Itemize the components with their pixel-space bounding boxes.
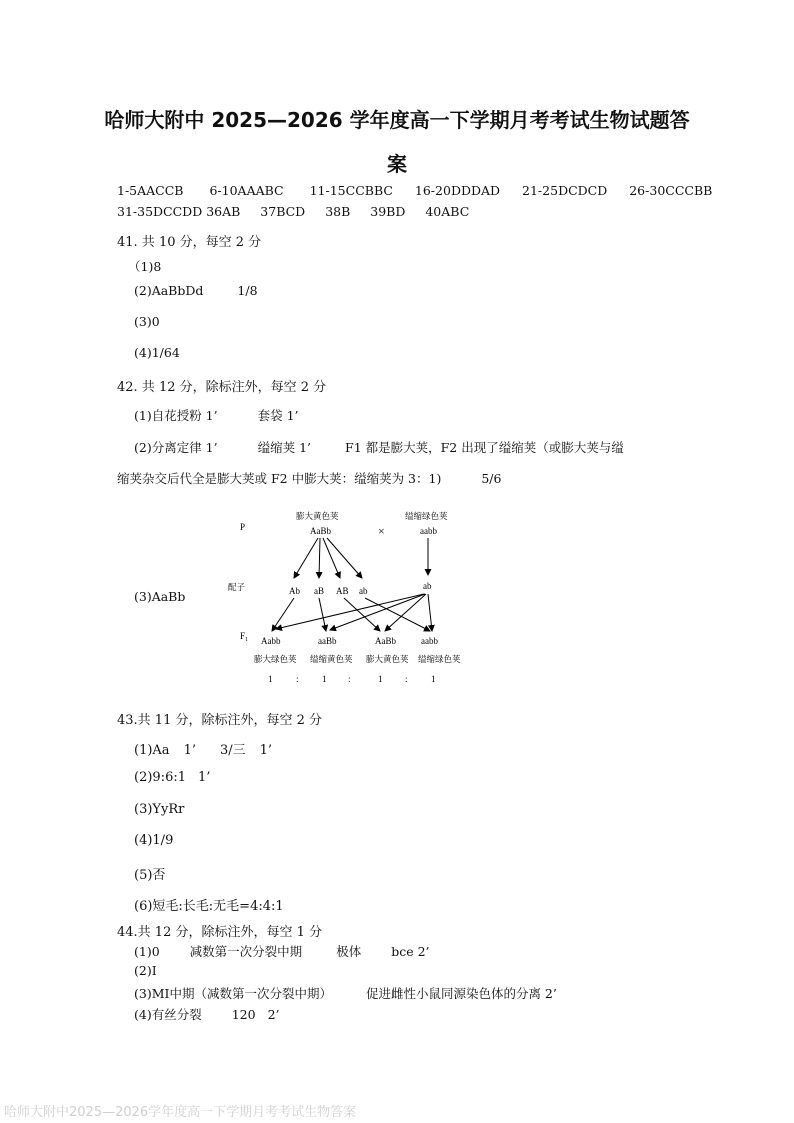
q43-answer-5: (5)否 — [134, 868, 166, 883]
q41-answer-2: (2)AaBbDd 1/8 — [134, 283, 258, 298]
page-title-line1: 哈师大附中 2025—2026 学年度高一下学期月考考试生物试题答 — [104, 108, 690, 132]
arrow-p1-gamete2 — [319, 538, 320, 578]
ratio-value: 1 — [378, 674, 383, 684]
p-generation-label: P — [240, 522, 246, 532]
answer-group: 26-30CCCBB — [629, 183, 713, 198]
footer-watermark: 哈师大附中2025—2026学年度高一下学期月考考试生物答案 — [4, 1105, 357, 1120]
answer-group: 31-35DCCDD 36AB — [117, 204, 241, 219]
genetic-cross-diagram — [228, 505, 488, 690]
q42-answer-1: (1)自花授粉 1’ 套袋 1’ — [134, 408, 299, 423]
arrow-g5-o1 — [276, 594, 424, 629]
ratio-colon: : — [348, 674, 351, 684]
ratio-value: 1 — [268, 674, 273, 684]
parent2-genotype: aabb — [420, 526, 437, 536]
q43-answer-3: (3)YyRr — [134, 802, 185, 817]
q42-header: 42. 共 12 分，除标注外，每空 2 分 — [117, 380, 327, 395]
arrow-p1-gamete4 — [327, 538, 362, 578]
answer-group: 40ABC — [425, 204, 470, 219]
arrow-g1-o1 — [272, 598, 294, 631]
q42-answer-2-line1: (2)分离定律 1’ 缢缩荚 1’ F1 都是膨大荚，F2 出现了缢缩荚（或膨大荚与缢 — [134, 440, 624, 455]
parent1-genotype: AaBb — [310, 526, 331, 536]
ratio-colon: : — [405, 674, 408, 684]
q42-answer-3: (3)AaBb — [134, 589, 186, 604]
page-title-line2: 案 — [387, 152, 407, 176]
offspring-phenotype-1: 膨大绿色荚 — [254, 654, 297, 664]
arrow-p1-gamete1 — [294, 538, 318, 578]
q41-answer-4: (4)1/64 — [134, 345, 180, 360]
q41-answer-3: (3)0 — [134, 314, 160, 329]
q44-header: 44.共 12 分，除标注外，每空 1 分 — [117, 925, 323, 940]
offspring-phenotype-4: 缢缩绿色荚 — [418, 654, 461, 664]
q44-answer-3: (3)MⅠ中期（减数第一次分裂中期） 促进雌性小鼠同源染色体的分离 2’ — [134, 986, 557, 1001]
q42-answer-2-line2: 缩荚杂交后代全是膨大荚或 F2 中膨大荚：缢缩荚为 3：1) 5/6 — [117, 471, 502, 486]
arrow-g2-o2 — [319, 598, 326, 631]
answer-group: 37BCD — [260, 204, 306, 219]
gamete-label: 配子 — [228, 582, 246, 592]
q41-header: 41. 共 10 分，每空 2 分 — [117, 235, 262, 250]
arrow-g5-o2 — [330, 594, 425, 630]
arrow-g5-o4 — [428, 594, 432, 631]
q43-answer-2: (2)9:6:1 1’ — [134, 770, 211, 785]
gamete-2: aB — [314, 586, 324, 596]
parent1-phenotype: 膨大黄色荚 — [296, 511, 339, 521]
offspring-genotype-3: AaBb — [375, 636, 396, 646]
answer-group: 11-15CCBBC — [309, 183, 393, 198]
q43-header: 43.共 11 分，除标注外，每空 2 分 — [117, 713, 323, 728]
answer-group: 38B — [325, 204, 351, 219]
offspring-genotype-2: aaBb — [318, 636, 337, 646]
answer-group: 21-25DCDCD — [522, 183, 608, 198]
answer-row-1 — [117, 183, 712, 198]
answer-group: 39BD — [370, 204, 406, 219]
answer-group: 1-5AACCB — [117, 183, 184, 198]
ratio-value: 1 — [431, 674, 436, 684]
q41-answer-1: （1)8 — [128, 259, 162, 274]
f1-label: $F_1$ — [240, 631, 249, 643]
gamete-parent2: ab — [423, 581, 432, 591]
cross-symbol: × — [378, 524, 385, 538]
q43-answer-6: (6)短毛:长毛:无毛=4:4:1 — [134, 899, 284, 914]
answer-group: 16-20DDDAD — [414, 183, 501, 198]
q44-answer-2: (2)Ⅰ — [134, 963, 157, 978]
answer-group: 6-10AAABC — [209, 183, 284, 198]
offspring-phenotype-2: 缢缩黄色荚 — [310, 654, 353, 664]
offspring-phenotype-3: 膨大黄色荚 — [366, 654, 409, 664]
gamete-1: Ab — [289, 586, 300, 596]
q43-answer-1: (1)Aa 1’ 3/三 1’ — [134, 743, 273, 758]
answer-row-2 — [117, 204, 469, 219]
parent2-phenotype: 缢缩绿色荚 — [405, 511, 448, 521]
ratio-colon: : — [296, 674, 299, 684]
gamete-4: ab — [359, 586, 368, 596]
q43-answer-4: (4)1/9 — [134, 833, 174, 848]
gamete-3: AB — [336, 586, 349, 596]
arrow-p1-gamete3 — [323, 538, 340, 578]
offspring-genotype-4: aabb — [421, 636, 438, 646]
q44-answer-4: (4)有丝分裂 120 2’ — [134, 1007, 280, 1022]
q44-answer-1: (1)0 减数第一次分裂中期 极体 bce 2’ — [134, 944, 430, 959]
offspring-genotype-1: Aabb — [261, 636, 281, 646]
ratio-value: 1 — [322, 674, 327, 684]
